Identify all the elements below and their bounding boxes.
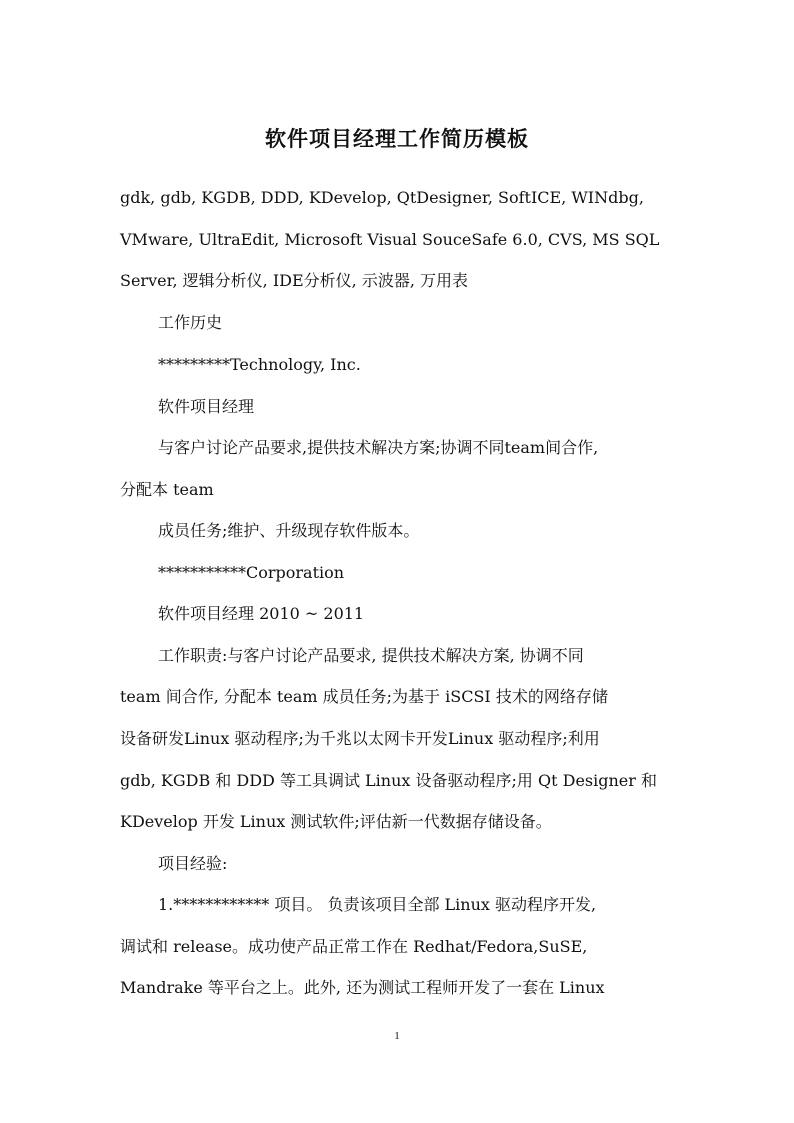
text-line-skills-3: Server, 逻辑分析仪, IDE分析仪, 示波器, 万用表 [120, 271, 468, 290]
responsibilities-line-3: 设备研发Linux 驱动程序;为千兆以太网卡开发Linux 驱动程序;利用 [120, 729, 600, 748]
page-title: 软件项目经理工作简历模板 [265, 127, 529, 151]
responsibilities-line-5: KDevelop 开发 Linux 测试软件;评估新一代数据存储设备。 [120, 812, 552, 831]
job-title-2: 软件项目经理 2010 ~ 2011 [158, 604, 365, 623]
project-line-3: Mandrake 等平台之上。此外, 还为测试工程师开发了一套在 Linux [120, 978, 605, 997]
responsibilities-line-4: gdb, KGDB 和 DDD 等工具调试 Linux 设备驱动程序;用 Qt Designer 和 [120, 771, 657, 790]
section-heading-work-history: 工作历史 [158, 313, 223, 332]
company-name-2: ***********Corporation [158, 563, 345, 582]
section-heading-project-experience: 项目经验: [158, 854, 228, 873]
job-description-line-3: 成员任务;维护、升级现存软件版本。 [158, 521, 420, 540]
job-description-line-2: 分配本 team [120, 480, 214, 499]
text-line-skills-2: VMware, UltraEdit, Microsoft Visual SouceSafe 6.0, CVS, MS SQL [120, 230, 660, 249]
project-line-2: 调试和 release。成功使产品正常工作在 Redhat/Fedora,SuSE, [120, 937, 588, 956]
company-name-1: *********Technology, Inc. [158, 355, 361, 374]
project-line-1: 1.************ 项目。 负责该项目全部 Linux 驱动程序开发, [158, 895, 597, 914]
page-number: 1 [394, 1030, 400, 1042]
responsibilities-line-1: 工作职责:与客户讨论产品要求, 提供技术解决方案, 协调不同 [158, 646, 584, 665]
text-line-skills-1: gdk, gdb, KGDB, DDD, KDevelop, QtDesigner, SoftICE, WINdbg, [120, 188, 644, 207]
job-title-1: 软件项目经理 [158, 397, 255, 416]
job-description-line-1: 与客户讨论产品要求,提供技术解决方案;协调不同team间合作, [158, 438, 599, 457]
responsibilities-line-2: team 间合作, 分配本 team 成员任务;为基于 iSCSI 技术的网络存储 [120, 687, 608, 706]
